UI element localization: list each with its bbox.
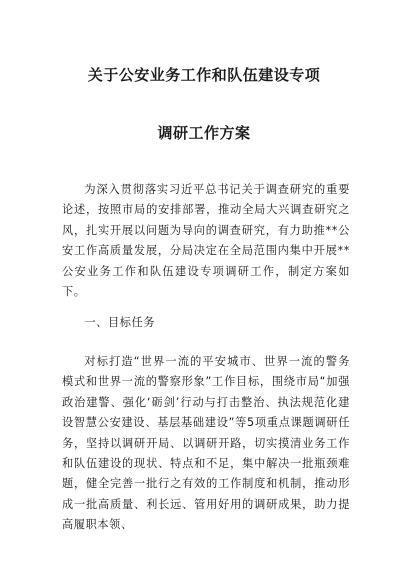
document-title-line2: 调研工作方案 [157, 124, 251, 142]
document-title-line1: 关于公安业务工作和队伍建设专项 [87, 66, 321, 84]
section-paragraph: 对标打造“世界一流的平安城市、世界一流的警务模式和世界一流的警察形象”工作目标，围绕市局“加强政治建警、强化‘砺剑’行动与打击整治、执法规范化建设智慧公安建设、基层基础建设”等5项重点课题调研任务，坚持以调研开局、以调研开路，切实摸清业务工作和队伍建设的现状、特点和不足，集中解决一批瓶颈难题，健全完善一批行之有效的工作制度和机制，推动形成一批高质量、利长远、管用好用的调研成果，助力提高履职本领、 [62, 355, 350, 532]
intro-paragraph: 为深入贯彻落实习近平总书记关于调查研究的重要论述，按照市局的安排部署，推动全局大兴调查研究之风，扎实开展以问题为导向的调查研究，有力助推**公安工作高质量发展，分局决定在全局范围内集中开展**公安业务工作和队伍建设专项调研工作，制定方案如下。 [62, 183, 350, 299]
section-heading: 一、目标任务 [84, 316, 156, 329]
